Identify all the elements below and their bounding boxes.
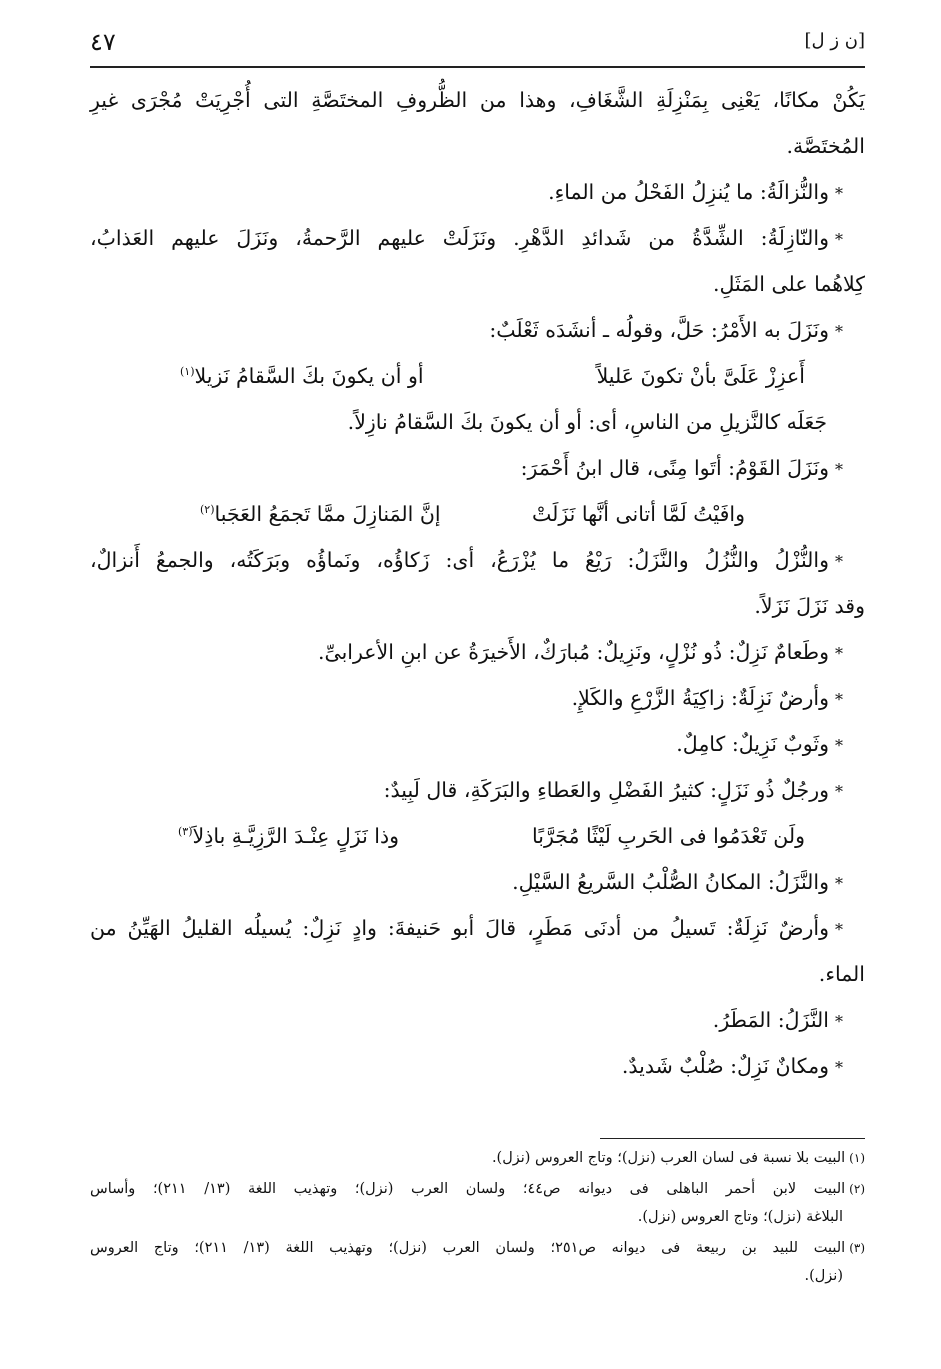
asterisk-icon: * [835, 322, 843, 341]
asterisk-icon: * [835, 920, 843, 939]
entry-line [572, 686, 843, 710]
asterisk-icon: * [835, 184, 843, 203]
footnote-number: (٣) [849, 1241, 866, 1255]
verse-text: أو أن يكونَ بكَ السَّقامُ نَزيلا [194, 364, 424, 388]
asterisk-icon: * [835, 874, 843, 893]
asterisk-icon: * [835, 1012, 843, 1031]
entry-text: ورجُلٌ ذُو نَزَلٍ: كثيرُ الفَضْلِ والعَطاءِ والبَرَكَةِ، قال لَبِيدٌ: [383, 778, 829, 802]
verse-hemistich-second [178, 824, 399, 848]
entry-text: والنَّزَلُ: المكانُ الصُّلْبُ السَّريعُ السَّيْلِ. [512, 870, 829, 894]
footnote [90, 1240, 865, 1256]
footnote-ref: (٢) [200, 503, 215, 517]
entry-line [90, 226, 843, 250]
entry-line [713, 1008, 843, 1032]
text-line: يَكُنْ مكانًا، يَعْنِى بِمَنْزِلَةِ الشَّغَافِ، وهذا من الظُّروفِ المختَصَّةِ التى أُجْرِيَتْ مُجْرَى غيرِ [90, 88, 865, 112]
verse-hemistich-second [200, 502, 441, 526]
footnote-text: البيت بلا نسبة فى لسان العرب (نزل)؛ وتاج العروس (نزل). [491, 1150, 846, 1166]
asterisk-icon: * [835, 782, 843, 801]
entry-line [90, 916, 843, 940]
entry-line [512, 870, 843, 894]
footnote-number: (٢) [849, 1182, 865, 1196]
footnote-text: البيت للبيد بن ربيعة فى ديوانه ص٢٥١؛ ولسان العرب (نزل)؛ وتهذيب اللغة (١٣/ ٢١١)؛ وتاج العروس [90, 1240, 846, 1256]
verse-text: إنَّ المَنازِلَ ممَّا تَجمَعُ العَجَبا [214, 502, 441, 526]
text-line: وقد نَزَلَ نَزَلاً. [754, 594, 865, 618]
asterisk-icon: * [835, 1058, 843, 1077]
text-line: كِلاهُما على المَثَلِ. [712, 272, 865, 296]
verse-hemistich-first: أَعزِزْ عَلَىَّ بأنْ تكونَ عَليلاً [596, 364, 805, 388]
verse-hemistich-first: وافَيْتُ لَمَّا أتانى أنَّها نَزَلَتْ [531, 502, 745, 526]
verse-hemistich-first: ولَن تَعْدَمُوا فى الحَربِ لَيْثًا مُجَرَّبًا [532, 824, 805, 848]
verse-text: وذا نَزَلٍ عِنْـدَ الرَّزِيَّـةِ باذِلاَ [192, 824, 400, 848]
asterisk-icon: * [835, 552, 843, 571]
entry-text: والنُّزالَةُ: ما يُنزِلُ الفَحْلُ من الماءِ. [548, 180, 829, 204]
entry-line [548, 180, 843, 204]
entry-line [676, 732, 843, 756]
asterisk-icon: * [835, 230, 843, 249]
footnote-ref: (٣) [178, 825, 193, 839]
entry-text: ونَزَلَ به الأَمْرُ: حَلَّ، وقولُه ـ أنشَدَه ثَعْلَبٌ: [489, 318, 829, 342]
asterisk-icon: * [835, 644, 843, 663]
text-line: المُختَصَّة. [786, 134, 865, 158]
asterisk-icon: * [835, 690, 843, 709]
entry-text: ومكانٌ نَزِلٌ: صُلْبٌ شَديدٌ. [621, 1054, 829, 1078]
asterisk-icon: * [835, 736, 843, 755]
entry-line [622, 1054, 843, 1078]
verse-hemistich-second [180, 364, 424, 388]
asterisk-icon: * [835, 460, 843, 479]
footnote-rule [600, 1138, 865, 1139]
entry-line [318, 640, 843, 664]
footnote-text: البلاغة (نزل)؛ وتاج العروس (نزل). [637, 1209, 843, 1225]
text-line: جَعَلَه كالنَّزيلِ من الناسِ، أى: أو أن يكونَ بكَ السَّقامُ نازِلاً. [347, 410, 827, 434]
entry-text: وأرضٌ نَزِلَةٌ: تَسيلُ من أدنَى مَطَرٍ، قالَ أبو حَنيفةَ: وادٍ نَزِلٌ: يُسيلُه القليلُ الهَيِّنُ من [90, 916, 829, 940]
page-number: ٤٧ [90, 28, 116, 56]
entry-text: وطَعامٌ نَزِلٌ: ذُو نُزْلٍ، ونَزِيلٌ: مُبارَكٌ، الأَخيرَةُ عن ابنِ الأعرابىِّ. [317, 640, 829, 664]
footnote [90, 1181, 865, 1197]
entry-line [489, 318, 843, 342]
footnote-text: (نزل). [804, 1268, 843, 1284]
footnote-ref: (١) [180, 365, 195, 379]
entry-line [521, 456, 843, 480]
text-line: الماء. [818, 962, 865, 986]
footnote [492, 1150, 865, 1166]
entry-text: النَّزَلُ: المَطَرُ. [712, 1008, 829, 1032]
entry-line [90, 548, 843, 572]
footnote-number: (١) [849, 1151, 865, 1165]
entry-text: والنُّزْلُ والنُّزُلُ والنَّزَلُ: رَيْعُ ما يُزْرَعُ، أى: زَكاؤُه، ونَماؤُه وبَرَكَتُه، والجمعُ أَنزالٌ، [90, 548, 829, 572]
entry-text: وثَوبٌ نَزِيلٌ: كامِلٌ. [676, 732, 829, 756]
entry-text: والنّازِلَةُ: الشِّدَّةُ من شَدائدِ الدَّهْرِ. ونَزَلَتْ عليهم الرَّحمةُ، ونَزَلَ عليهم العَذابُ، [90, 226, 829, 250]
entry-text: ونَزَلَ القَوْمُ: أتَوا مِنًى، قال ابنُ أَحْمَرَ: [520, 456, 829, 480]
footnote-text: البيت لابن أحمر الباهلى فى ديوانه ص٤٤؛ ولسان العرب (نزل)؛ وتهذيب اللغة (١٣/ ٢١١)؛ وأساس [90, 1181, 846, 1197]
section-mark: [ن ز ل] [804, 30, 865, 51]
entry-line [384, 778, 843, 802]
entry-text: وأرضٌ نَزِلَةٌ: زاكِيَةُ الزَّرْعِ والكَلإِ. [571, 686, 829, 710]
header-rule [90, 66, 865, 68]
page-header [90, 28, 865, 58]
